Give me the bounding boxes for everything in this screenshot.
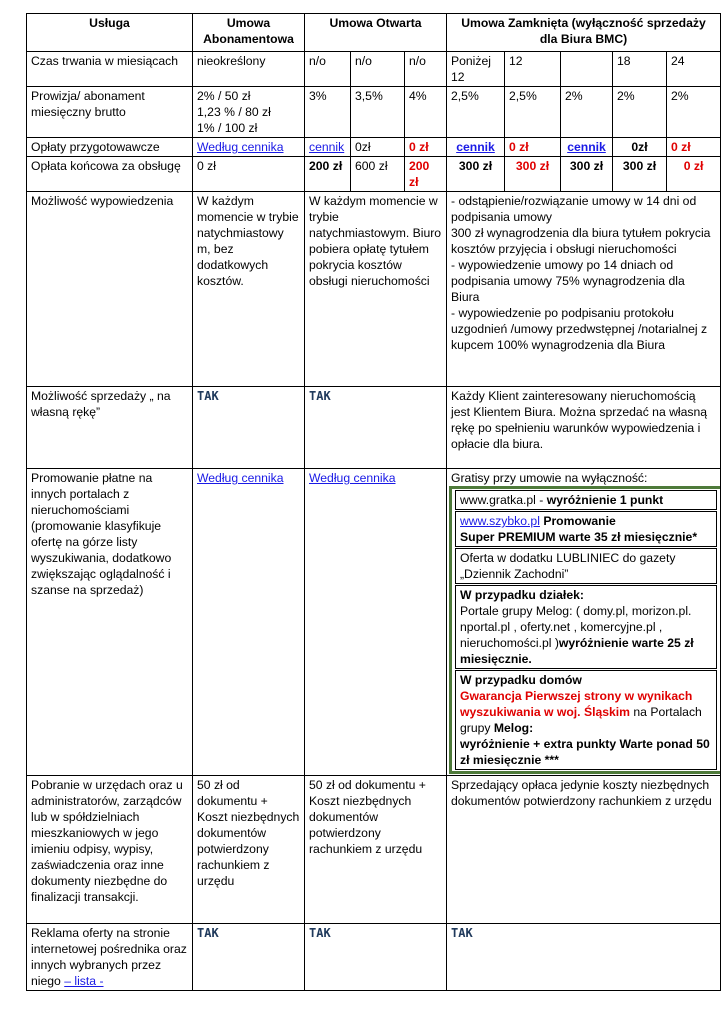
prowizja-line: 1,23 % / 80 zł	[197, 105, 271, 119]
cell-ot: 3,5%	[351, 87, 405, 138]
cell-ot: 600 zł	[351, 157, 405, 192]
cell-zam: TAK	[447, 924, 721, 991]
cell-abon: W każdym momencie w trybie natychmiastowy m, bez dodatkowych kosztów.	[193, 192, 305, 387]
cell-zam: Poniżej 12	[447, 52, 505, 87]
cell-zam: 300 zł	[613, 157, 667, 192]
row-reklama	[27, 924, 721, 991]
prowizja-line: 1% / 100 zł	[197, 121, 258, 135]
cell-ot: W każdym momencie w trybie natychmiastowym. Biuro pobiera opłatę tytułem pokrycia kosztów obsługi nieruchomości	[305, 192, 447, 387]
cell-ot: 3%	[305, 87, 351, 138]
domy-portals: na Portalach grupy	[460, 705, 702, 735]
row-pobranie	[27, 776, 721, 924]
row-czas	[27, 52, 721, 87]
cell-zam	[561, 52, 613, 87]
cell-ot: 200 zł	[305, 157, 351, 192]
row-label: Pobranie w urzędach oraz u administratorów, zarządców lub w spółdzielniach mieszkaniowych w jego imieniu odpisy, wypisy, zaświadczenia oraz inne dokumenty niezbędne do finalizacji transakcji.	[27, 776, 193, 924]
wypow-item: - odstąpienie/rozwiązanie umowy w 14 dni od podpisania umowy	[451, 194, 697, 224]
header-zamknieta: Umowa Zamknięta (wyłączność sprzedaży dla Biura BMC)	[447, 14, 721, 52]
cell-ot: TAK	[305, 924, 447, 991]
cell-ot: n/o	[351, 52, 405, 87]
cell-ot: 200 zł	[405, 157, 447, 192]
row-label	[27, 924, 193, 991]
row-label: Opłaty przygotowawcze	[27, 138, 193, 157]
domy-item	[455, 670, 717, 770]
gratisy-box	[449, 486, 721, 774]
wypow-item: - wypowiedzenie po podpisaniu protokołu uzgodnień /umowy przedwstępnej /notarialnej z kupcem 100% wynagrodzenia dla Biura	[451, 306, 708, 352]
row-sprzedaz	[27, 387, 721, 469]
row-prowizja	[27, 87, 721, 138]
gratisy-intro: Gratisy przy umowie na wyłączność:	[451, 471, 648, 485]
row-label: Prowizja/ abonament miesięczny brutto	[27, 87, 193, 138]
reklama-label: Reklama oferty na stronie internetowej pośrednika oraz innych wybranych przez niego	[31, 926, 187, 988]
cell-ot: 50 zł od dokumentu + Koszt niezbędnych dokumentów potwierdzony rachunkiem z urzędu	[305, 776, 447, 924]
gratka-site: www.gratka.pl	[460, 493, 536, 507]
header-abonamentowa: Umowa Abonamentowa	[193, 14, 305, 52]
szybko-item	[455, 511, 717, 547]
cell-zam: 0 zł	[667, 157, 721, 192]
wypow-item: 300 zł wynagrodzenia dla biura tytułem pokrycia kosztów przyjęcia i obsługi nieruchomości	[451, 226, 711, 256]
cell-zam: 2%	[613, 87, 667, 138]
wypow-item: - wypowiedzenie umowy po 14 dniach od podpisania umowy 75% wynagrodzenia dla Biura	[451, 258, 685, 304]
cell-zam: 2%	[667, 87, 721, 138]
lubliniec-item	[455, 548, 717, 584]
gratka-separator: -	[535, 493, 547, 507]
dzialki-heading: W przypadku działek:	[460, 588, 584, 602]
cennik-link[interactable]: Według cennika	[193, 138, 305, 157]
szybko-feature-value: Super PREMIUM warte 35 zł miesięcznie*	[460, 530, 698, 544]
cell-abon	[193, 87, 305, 138]
cell-zam: 0 zł	[667, 138, 721, 157]
cennik-link[interactable]: cennik	[561, 138, 613, 157]
cell-zam: 0 zł	[505, 138, 561, 157]
dzialki-portals: Portale grupy Melog: ( domy.pl, morizon.pl. nportal.pl , oferty.net , komercyjne.pl , nieruchomości.pl )	[460, 604, 692, 650]
gratka-feature: wyróżnienie 1 punkt	[546, 493, 664, 507]
row-wypowiedzenie	[27, 192, 721, 387]
cell-zam	[447, 469, 721, 776]
domy-feature: wyróżnienie + extra punkty Warte ponad 50 zł miesięcznie ***	[460, 737, 710, 767]
szybko-feature: Promowanie	[543, 514, 616, 528]
cennik-link[interactable]: cennik	[447, 138, 505, 157]
gratka-item	[455, 490, 717, 510]
row-promowanie	[27, 469, 721, 776]
cell-zam	[447, 192, 721, 387]
cell-zam: 2%	[561, 87, 613, 138]
cell-zam: 24	[667, 52, 721, 87]
cennik-link[interactable]: Według cennika	[193, 469, 305, 776]
domy-melog: Melog:	[493, 721, 534, 735]
row-label: Opłata końcowa za obsługę	[27, 157, 193, 192]
cell-ot: 0zł	[351, 138, 405, 157]
cell-abon: TAK	[193, 924, 305, 991]
row-przygotowawcze	[27, 138, 721, 157]
header-row	[27, 14, 721, 52]
header-usluga: Usługa	[27, 14, 193, 52]
cell-abon: TAK	[193, 387, 305, 469]
cell-abon: 50 zł od dokumentu + Koszt niezbędnych dokumentów potwierdzony rachunkiem z urzędu	[193, 776, 305, 924]
row-koncowa	[27, 157, 721, 192]
row-label: Czas trwania w miesiącach	[27, 52, 193, 87]
cell-zam: 12	[505, 52, 561, 87]
cell-zam: 2,5%	[447, 87, 505, 138]
cennik-link[interactable]: cennik	[305, 138, 351, 157]
cell-ot: n/o	[405, 52, 447, 87]
prowizja-line: 2% / 50 zł	[197, 89, 251, 103]
szybko-link[interactable]: www.szybko.pl	[460, 514, 540, 528]
cell-zam: Sprzedający opłaca jedynie koszty niezbędnych dokumentów potwierdzony rachunkiem z urzędu	[447, 776, 721, 924]
cell-zam: 300 zł	[447, 157, 505, 192]
dzialki-item	[455, 585, 717, 669]
offer-comparison-table	[26, 13, 721, 991]
header-otwarta: Umowa Otwarta	[305, 14, 447, 52]
cennik-link[interactable]: Według cennika	[305, 469, 447, 776]
cell-zam: 300 zł	[505, 157, 561, 192]
domy-heading: W przypadku domów	[460, 673, 582, 687]
cell-ot: 4%	[405, 87, 447, 138]
cell-zam: 300 zł	[561, 157, 613, 192]
cell-ot: 0 zł	[405, 138, 447, 157]
lubliniec-line: „Dziennik Zachodni”	[460, 567, 569, 581]
dzialki-feature: wyróżnienie warte 25 zł miesięcznie.	[460, 636, 694, 666]
lista-link[interactable]: – lista -	[64, 974, 104, 988]
cell-zam: 2,5%	[505, 87, 561, 138]
row-label: Możliwość sprzedaży „ na własną rękę”	[27, 387, 193, 469]
lubliniec-line: Oferta w dodatku LUBLINIEC do gazety	[460, 551, 676, 565]
cell-abon: nieokreślony	[193, 52, 305, 87]
cell-zam: 18	[613, 52, 667, 87]
domy-guarantee: Gwarancja Pierwszej strony w wynikach wyszukiwania w woj. Śląskim	[460, 689, 693, 719]
row-label: Promowanie płatne na innych portalach z nieruchomościami (promowanie klasyfikuje ofertę na górze listy wyszukiwania, dodatkowo zwiększając oglądalność i szanse na sprzedaż)	[27, 469, 193, 776]
cell-ot: TAK	[305, 387, 447, 469]
cell-ot: n/o	[305, 52, 351, 87]
row-label: Możliwość wypowiedzenia	[27, 192, 193, 387]
cell-abon: 0 zł	[193, 157, 305, 192]
cell-zam: 0zł	[613, 138, 667, 157]
cell-zam: Każdy Klient zainteresowany nieruchomością jest Klientem Biura. Można sprzedać na własną rękę po spełnieniu warunków wypowiedzenia i opłacie dla biura.	[447, 387, 721, 469]
